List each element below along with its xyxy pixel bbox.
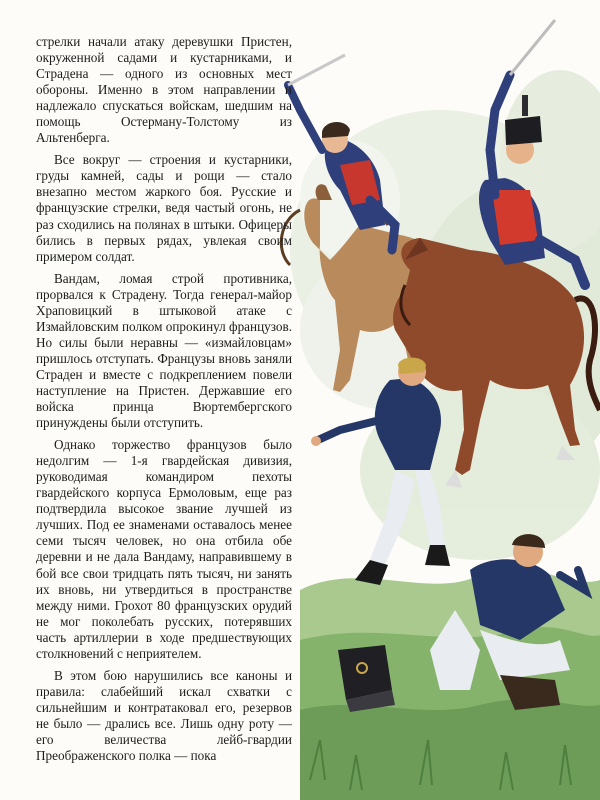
body-text: [36, 34, 292, 770]
paragraph-1: стрелки начали атаку деревушки Пристен, окруженной садами и кустарниками, и Страдена — одного из основных мест обороны. Именно в этом направлении и надлежало спускаться войскам, шедшим на помощь Остерману-Толстому из Альтенберга.: [36, 34, 292, 146]
paragraph-5: В этом бою нарушились все каноны и правила: слабейший искал схватки с сильнейшим и контратаковал его, резервов не было — дрались все. Лишь одну роту — его величества лейб-гвардии Преображенского полка — пока: [36, 667, 292, 764]
paragraph-4: Однако торжество французов было недолгим — 1-я гвардейская дивизия, руководимая командиром пехоты гвардейского корпуса Ермоловым, еще раз подтвердила высокое звание лучшей из лучших. Под ее знаменами оставалось менее семи тысяч человек, но она отбила обе деревни и не дала Вандаму, направившему в бой все свои тридцать пять тысяч, ни занять их вновь, ни утвердиться в пространстве между ними. Грохот 80 французских орудий не мог поколебать русских, потерявших часть артиллерии в ходе предшествующих столкновений с неприятелем.: [36, 437, 292, 661]
paragraph-3: Вандам, ломая строй противника, прорвался к Страдену. Тогда генерал-майор Храповицкий в штыковой атаке с Измайловским полком опрокинул французов. Но силы были неравны — «измайловцам» пришлось отступать. Французы вновь заняли Страден и вместе с подкреплением повели наступление на Пристен. Державшие его войска принца Вюртембергского принуждены были отступить.: [36, 270, 292, 431]
paragraph-2: Все вокруг — строения и кустарники, груды камней, сады и рощи — стало внезапно местом жаркого боя. Русские и французские стрелки, ведя частый огонь, не раз сходились на полянах в штыки. Офицеры бились в первых рядах, увлекая своим примером солдат.: [36, 152, 292, 264]
